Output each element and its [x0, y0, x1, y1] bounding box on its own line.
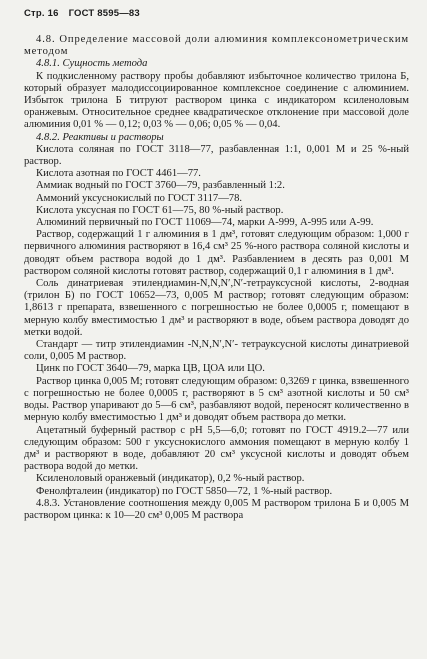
paragraph: Кислота соляная по ГОСТ 3118—77, разбавленная 1:1, 0,001 М и 25 %-ный раствор.: [24, 143, 409, 168]
paragraph: Кислота азотная по ГОСТ 4461—77.: [36, 168, 201, 180]
paragraph: Аммоний уксуснокислый по ГОСТ 3117—78.: [36, 192, 243, 204]
paragraph: Ацетатный буферный раствор с рН 5,5—6,0; готовят по ГОСТ 4919.2—77 или следующим образом: 500 г уксуснокислого аммония помещают в мерную колбу 1 дм³ и растворяют в воде, добавляют 20 см³ уксусной кислоты и доводят объем раствора водой до метки.: [24, 424, 409, 473]
paragraph: Раствор цинка 0,005 М; готовят следующим образом: 0,3269 г цинка, взвешенного с погрешностью не более 0,0005 г, растворяют в 5 см³ азотной кислоты и 50 см³ воды. Раствор упаривают до 5—6 см³, разбавляют водой, переносят количественно в мерную колбу вместимостью 1 дм³ и доводят объем раствора до метки.: [24, 375, 409, 424]
document-body: [24, 34, 409, 522]
section-heading: 4.8. Определение массовой доли алюминия комплексонометрическим методом: [24, 34, 409, 58]
subsection-heading: 4.8.1. Сущность метода: [36, 58, 148, 70]
paragraph: 4.8.3. Установление соотношения между 0,005 М раствором трилона Б и 0,005 М раствором цинка: к 10—20 см³ 0,005 М раствора: [24, 497, 409, 521]
paragraph: Соль динатриевая этилендиамин-N,N,N′,N′-тетрауксусной кислоты, 2-водная (трилон Б) по ГОСТ 10652—73, 0,005 М раствор; готовят следующим образом: 1,8613 г препарата, взвешенного с погрешностью не более 0,0005 г, помещают в мерную колбу вместимостью 1 дм³ и растворяют в воде, объем раствора доводят до метки водой.: [24, 278, 409, 338]
subsection-heading: 4.8.2. Реактивы и растворы: [36, 131, 164, 143]
paragraph: Цинк по ГОСТ 3640—79, марка ЦВ, ЦОА или ЦО.: [36, 363, 265, 375]
page-number: Стр. 16: [24, 8, 59, 19]
paragraph: Стандарт — титр этилендиамин -N,N,N′,N′- тетрауксусной кислоты динатриевой соли, 0,005 М раствор.: [24, 339, 409, 363]
page-header: [24, 8, 409, 19]
paragraph: Аммиак водный по ГОСТ 3760—79, разбавленный 1:2.: [36, 180, 285, 192]
standard-code: ГОСТ 8595—83: [68, 8, 140, 19]
paragraph: Фенолфталеин (индикатор) по ГОСТ 5850—72, 1 %-ный раствор.: [36, 485, 333, 497]
paragraph: Кислота уксусная по ГОСТ 61—75, 80 %-ный раствор.: [36, 204, 284, 216]
paragraph: К подкисленному раствору пробы добавляют избыточное количество трилона Б, который образует малодиссоциированное комплексное соединение с алюминием. Избыток трилона Б титруют раствором цинка с индикатором ксиленоловым оранжевым. Относительное среднее квадратическое отклонение при массовой доле алюминия 0,01 % — 0,12; 0,03 % — 0,06; 0,05 % — 0,04.: [24, 70, 409, 131]
paragraph: Раствор, содержащий 1 г алюминия в 1 дм³, готовят следующим образом: 1,000 г первичного алюминия растворяют в 16,4 см³ 25 %-ного раствора соляной кислоты и доводят объем раствора водой до 1 дм³. Разбавлением в десять раз 0,001 М раствором соляной кислоты готовят раствор, содержащий 0,1 г алюминия в 1 дм³.: [24, 229, 409, 277]
paragraph: Алюминий первичный по ГОСТ 11069—74, марки А-999, А-995 или А-99.: [36, 217, 374, 229]
paragraph: Ксиленоловый оранжевый (индикатор), 0,2 %-ный раствор.: [36, 473, 305, 485]
